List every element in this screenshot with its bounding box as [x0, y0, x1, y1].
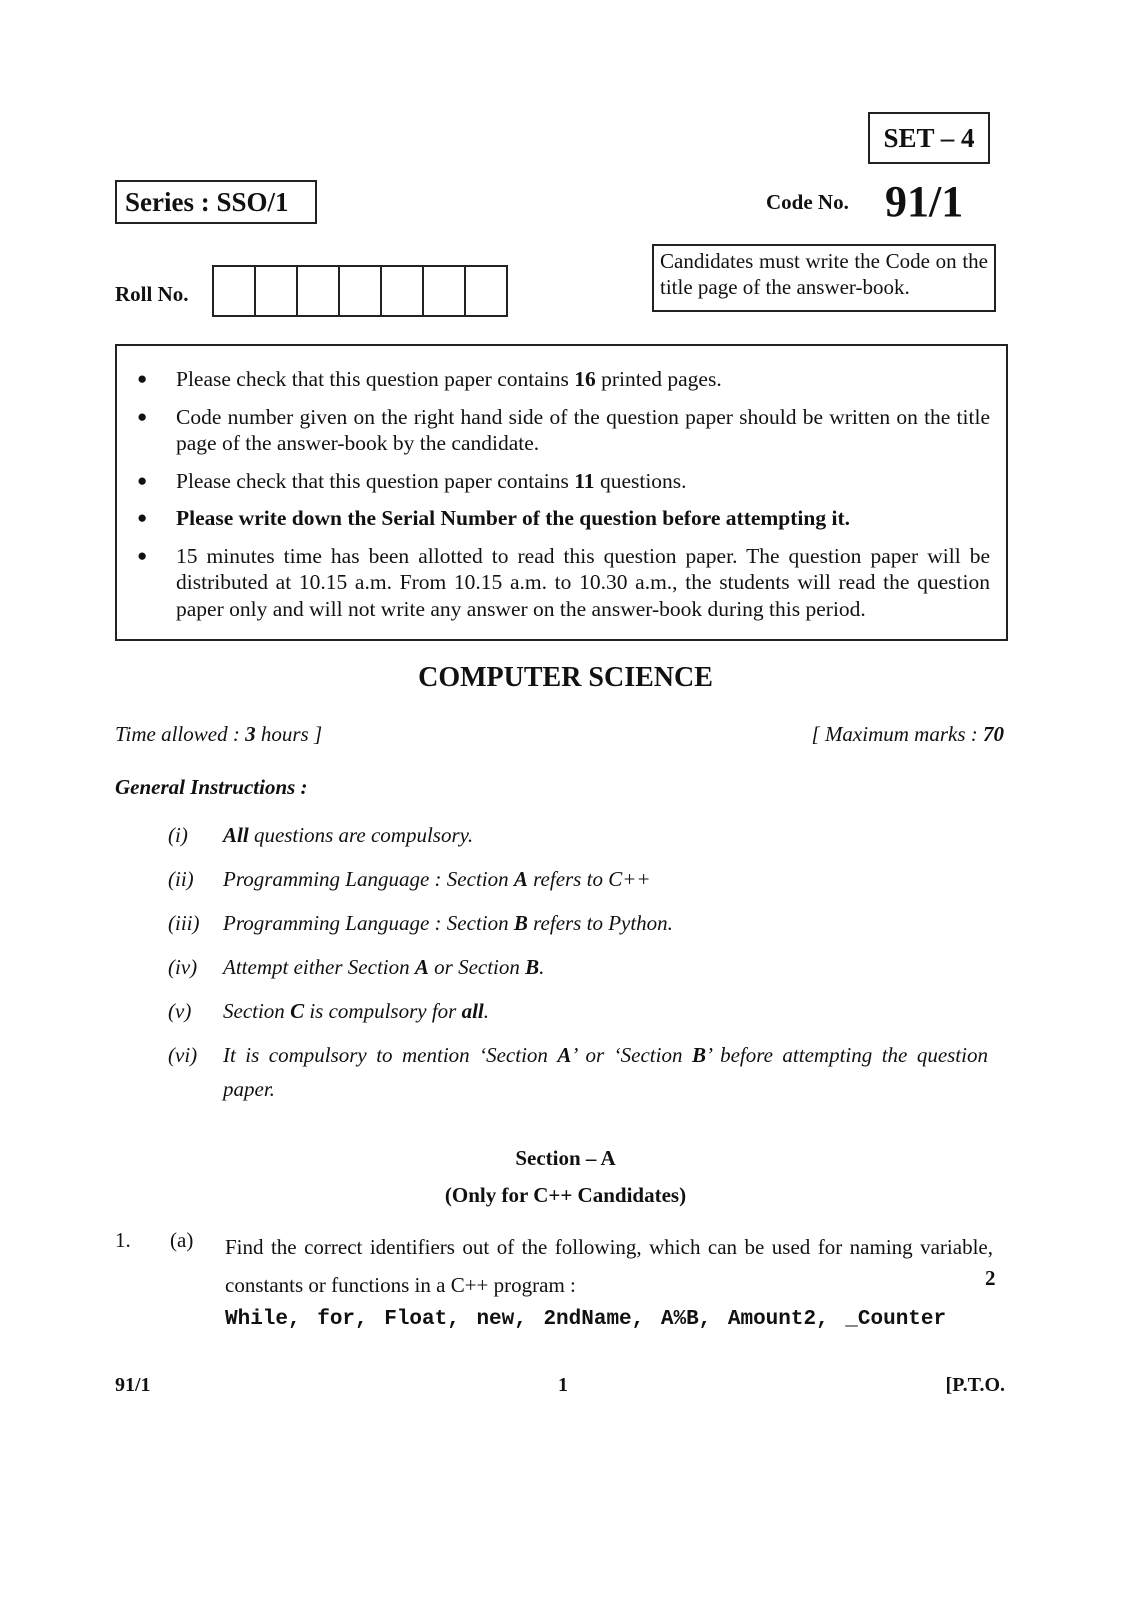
roll-number-label: Roll No.	[115, 282, 189, 306]
maximum-marks	[812, 722, 1004, 747]
instruction-text	[223, 950, 988, 984]
bullet-icon: ●	[137, 545, 148, 565]
section-subtitle: (Only for C++ Candidates)	[444, 1183, 687, 1207]
instruction-text	[223, 906, 988, 940]
notice-text: questions.	[594, 468, 687, 493]
instruction-bold: A	[557, 1043, 572, 1067]
section-title: Section – A	[515, 1146, 616, 1170]
roll-digit-box[interactable]	[256, 267, 298, 315]
subject-title: COMPUTER SCIENCE	[418, 662, 713, 693]
bullet-icon: ●	[137, 508, 148, 527]
instruction-segment: refers to C++	[527, 867, 651, 891]
notice-item	[135, 404, 990, 457]
instruction-segment: ’ before attempting the question paper.	[223, 1043, 988, 1101]
set-number: SET – 4	[883, 122, 975, 153]
roll-number-boxes[interactable]	[212, 265, 508, 317]
instruction-segment: Programming Language : Section	[223, 867, 514, 891]
instruction-item	[168, 818, 988, 852]
instruction-number: (ii)	[168, 867, 194, 891]
instructions-list	[168, 818, 988, 1116]
instruction-bold: B	[691, 1043, 706, 1067]
instruction-segment: questions are compulsory.	[248, 823, 474, 847]
notice-item	[135, 366, 990, 393]
notice-bold: 16	[574, 367, 596, 391]
instruction-segment: refers to Python.	[527, 911, 673, 935]
instruction-number: (i)	[168, 823, 188, 847]
max-marks-value: 70	[983, 722, 1004, 746]
notice-bold: Please write down the Serial Number of the question before attempting it.	[176, 506, 850, 530]
bullet-icon: ●	[137, 369, 148, 388]
instruction-item	[168, 950, 988, 984]
instruction-number: (v)	[168, 999, 192, 1023]
instruction-bold: All	[223, 823, 249, 847]
roll-digit-box[interactable]	[424, 267, 466, 315]
time-allowed-label: Time allowed :	[115, 722, 246, 746]
code-number-value: 91/1	[885, 177, 964, 226]
instruction-text	[223, 818, 988, 852]
candidate-note-box	[652, 244, 996, 312]
code-number-label: Code No.	[766, 190, 849, 214]
instruction-bold: B	[525, 955, 540, 979]
notice-item	[135, 543, 990, 623]
max-marks-label: [ Maximum marks :	[811, 722, 983, 746]
notice-text: Please check that this question paper contains	[176, 367, 575, 391]
roll-digit-box[interactable]	[298, 267, 340, 315]
instruction-segment: is compulsory for	[304, 999, 462, 1023]
instruction-segment: Attempt either Section	[223, 955, 415, 979]
question-text: Find the correct identifiers out of the following, which can be used for naming variable, constants or functions in a C++ program :	[225, 1235, 993, 1297]
instruction-segment: .	[539, 955, 545, 979]
instruction-item	[168, 906, 988, 940]
instruction-segment: ’ or ‘Section	[571, 1043, 692, 1067]
instruction-segment: It is compulsory to mention ‘Section	[223, 1043, 558, 1067]
instruction-text	[223, 1038, 988, 1106]
question-number: 1.	[115, 1228, 131, 1252]
notice-text: 15 minutes time has been allotted to read this question paper. The question paper will be distributed at 10.15 a.m. From 10.15 a.m. to 10.30 a.m., the students will read the question paper only and will not write any answer on the answer-book during this period.	[176, 543, 990, 621]
series-label: Series : SSO/1	[125, 186, 289, 217]
set-number-box	[868, 112, 990, 164]
instruction-text	[223, 994, 988, 1028]
notice-box	[115, 344, 1008, 641]
instruction-segment: .	[483, 999, 489, 1023]
instruction-text	[223, 862, 988, 896]
series-box	[115, 180, 317, 224]
instruction-number: (iii)	[168, 911, 200, 935]
instruction-item	[168, 1038, 988, 1106]
instruction-item	[168, 862, 988, 896]
instruction-bold: C	[290, 999, 305, 1023]
notice-text: Code number given on the right hand side of the question paper should be written on the title page of the answer-book by the candidate.	[176, 404, 990, 455]
instruction-bold: A	[513, 867, 528, 891]
instruction-bold: A	[414, 955, 429, 979]
notice-text: Please check that this question paper contains	[176, 468, 575, 493]
bullet-icon: ●	[137, 470, 148, 490]
notice-item	[135, 468, 990, 495]
instruction-segment: Programming Language : Section	[223, 911, 514, 935]
bullet-icon: ●	[137, 406, 148, 426]
instruction-number: (iv)	[168, 955, 198, 979]
instruction-segment: Section	[223, 999, 291, 1023]
roll-digit-box[interactable]	[382, 267, 424, 315]
candidate-note: Candidates must write the Code on the title page of the answer-book.	[660, 249, 988, 299]
instruction-item	[168, 994, 988, 1028]
notice-text: printed pages.	[595, 367, 722, 391]
general-instructions-heading: General Instructions :	[115, 775, 308, 799]
instruction-segment: or Section	[428, 955, 526, 979]
notice-bold: 11	[574, 468, 595, 493]
roll-digit-box[interactable]	[214, 267, 256, 315]
instruction-number: (vi)	[168, 1043, 198, 1067]
instruction-bold: all	[461, 999, 484, 1023]
roll-digit-box[interactable]	[340, 267, 382, 315]
notice-item	[135, 505, 990, 532]
time-allowed	[115, 722, 322, 747]
time-allowed-value: 3	[245, 722, 256, 746]
question-part: (a)	[170, 1228, 194, 1252]
page-number: 1	[558, 1374, 568, 1396]
instruction-bold: B	[513, 911, 528, 935]
please-turn-over: [P.T.O.	[945, 1374, 1005, 1396]
roll-digit-box[interactable]	[466, 267, 506, 315]
footer-code: 91/1	[115, 1374, 151, 1396]
question-marks: 2	[985, 1266, 996, 1290]
question-code-identifiers: While, for, Float, new, 2ndName, A%B, Amount2, _Counter	[225, 1308, 947, 1331]
time-allowed-unit: hours ]	[255, 722, 323, 746]
